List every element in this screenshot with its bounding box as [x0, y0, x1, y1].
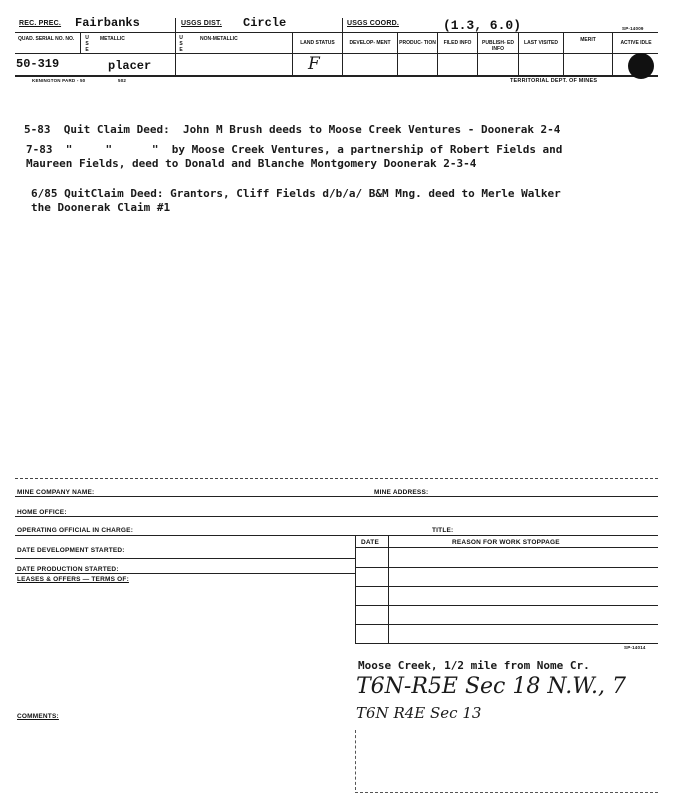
table-rule: [355, 643, 658, 644]
table-rule: [355, 586, 658, 587]
header-bottom-rule: [15, 75, 658, 77]
divider: [437, 32, 438, 75]
form-number-bottom: SP-14014: [624, 645, 646, 650]
land-status-value: F: [308, 54, 320, 74]
col-filed-info: FILED INFO: [443, 40, 472, 46]
usgs-dist-value: Circle: [243, 16, 287, 30]
mine-address-label: MINE ADDRESS:: [374, 489, 429, 496]
usgs-dist-label: USGS DIST.: [181, 20, 222, 27]
location-handwritten-2: T6N R4E Sec 13: [356, 704, 482, 722]
rule: [15, 516, 658, 517]
entry-2: 7-83 " " " by Moose Creek Ventures, a partnership of Robert Fields and Maureen Fields, deed to Donald and Blanche Montgomery Doonerak 2-3-4: [26, 143, 563, 170]
rule: [15, 535, 658, 536]
table-rule: [355, 624, 658, 625]
form-top-rule: [15, 478, 658, 479]
location-typed: Moose Creek, 1/2 mile from Nome Cr.: [358, 659, 590, 672]
divider: [612, 32, 613, 75]
date-development-label: DATE DEVELOPMENT STARTED:: [17, 547, 125, 554]
table-divider: [388, 535, 389, 643]
mine-company-name-label: MINE COMPANY NAME:: [17, 489, 95, 496]
serial-value: 50-319: [16, 57, 60, 71]
divider: [477, 32, 478, 75]
col-last-visited: LAST VISITED: [524, 40, 558, 46]
col-use-1: U S E: [85, 35, 89, 53]
rec-prec-value: Fairbanks: [75, 16, 140, 30]
reason-header: REASON FOR WORK STOPPAGE: [452, 539, 560, 546]
department-label: TERRITORIAL DEPT. OF MINES: [510, 78, 598, 84]
col-metallic: METALLIC: [100, 36, 125, 42]
rule: [15, 573, 355, 574]
comment-divider: [355, 730, 356, 790]
operating-official-label: OPERATING OFFICIAL IN CHARGE:: [17, 527, 134, 534]
rule: [15, 496, 658, 497]
metallic-value: placer: [108, 59, 152, 73]
col-quad-serial: QUAD. SERIAL NO. NO.: [18, 36, 75, 42]
usgs-coord-value: (1.3, 6.0): [443, 18, 522, 33]
leases-label: LEASES & OFFERS — TERMS OF:: [17, 576, 129, 583]
divider: [342, 18, 343, 75]
date-header: DATE: [361, 539, 380, 546]
table-rule: [355, 605, 658, 606]
col-merit: MERIT: [580, 37, 596, 43]
printer-label: KENINGTON PARD - 50: [32, 78, 86, 83]
header-top-rule: [15, 32, 658, 33]
rule: [15, 558, 355, 559]
table-left: [355, 535, 356, 643]
home-office-label: HOME OFFICE:: [17, 509, 67, 516]
divider: [175, 18, 176, 75]
table-rule: [355, 567, 658, 568]
col-non-metallic: NON-METALLIC: [200, 36, 238, 42]
title-label: TITLE:: [432, 527, 454, 534]
bottom-rule: [355, 792, 658, 793]
divider: [80, 32, 81, 54]
comments-label: COMMENTS:: [17, 713, 59, 720]
divider: [518, 32, 519, 75]
divider: [292, 32, 293, 75]
location-handwritten-1: T6N-R5E Sec 18 N.W., 7: [356, 674, 626, 699]
col-land-status: LAND STATUS: [300, 40, 335, 46]
entry-1: 5-83 Quit Claim Deed: John M Brush deeds to Moose Creek Ventures - Doonerak 2-4: [24, 123, 561, 136]
col-production: PRODUC- TION: [399, 40, 436, 46]
date-production-label: DATE PRODUCTION STARTED:: [17, 566, 119, 573]
col-use-2: U S E: [179, 35, 183, 53]
rec-prec-label: REC. PREC.: [19, 20, 62, 27]
col-development: DEVELOP- MENT: [349, 40, 391, 46]
printer-code: 502: [118, 78, 127, 83]
form-number-top: SP-14009: [622, 26, 644, 31]
active-mark: [628, 53, 654, 79]
divider: [563, 32, 564, 75]
header-mid-rule: [15, 53, 658, 54]
col-active-idle: ACTIVE IDLE: [620, 40, 652, 46]
col-published-info: PUBLISH- ED INFO: [482, 40, 514, 52]
table-rule: [355, 547, 658, 548]
entry-3: 6/85 QuitClaim Deed: Grantors, Cliff Fields d/b/a/ B&M Mng. deed to Merle Walker the Doonerak Claim #1: [31, 187, 561, 214]
divider: [397, 32, 398, 75]
usgs-coord-label: USGS COORD.: [347, 20, 399, 27]
